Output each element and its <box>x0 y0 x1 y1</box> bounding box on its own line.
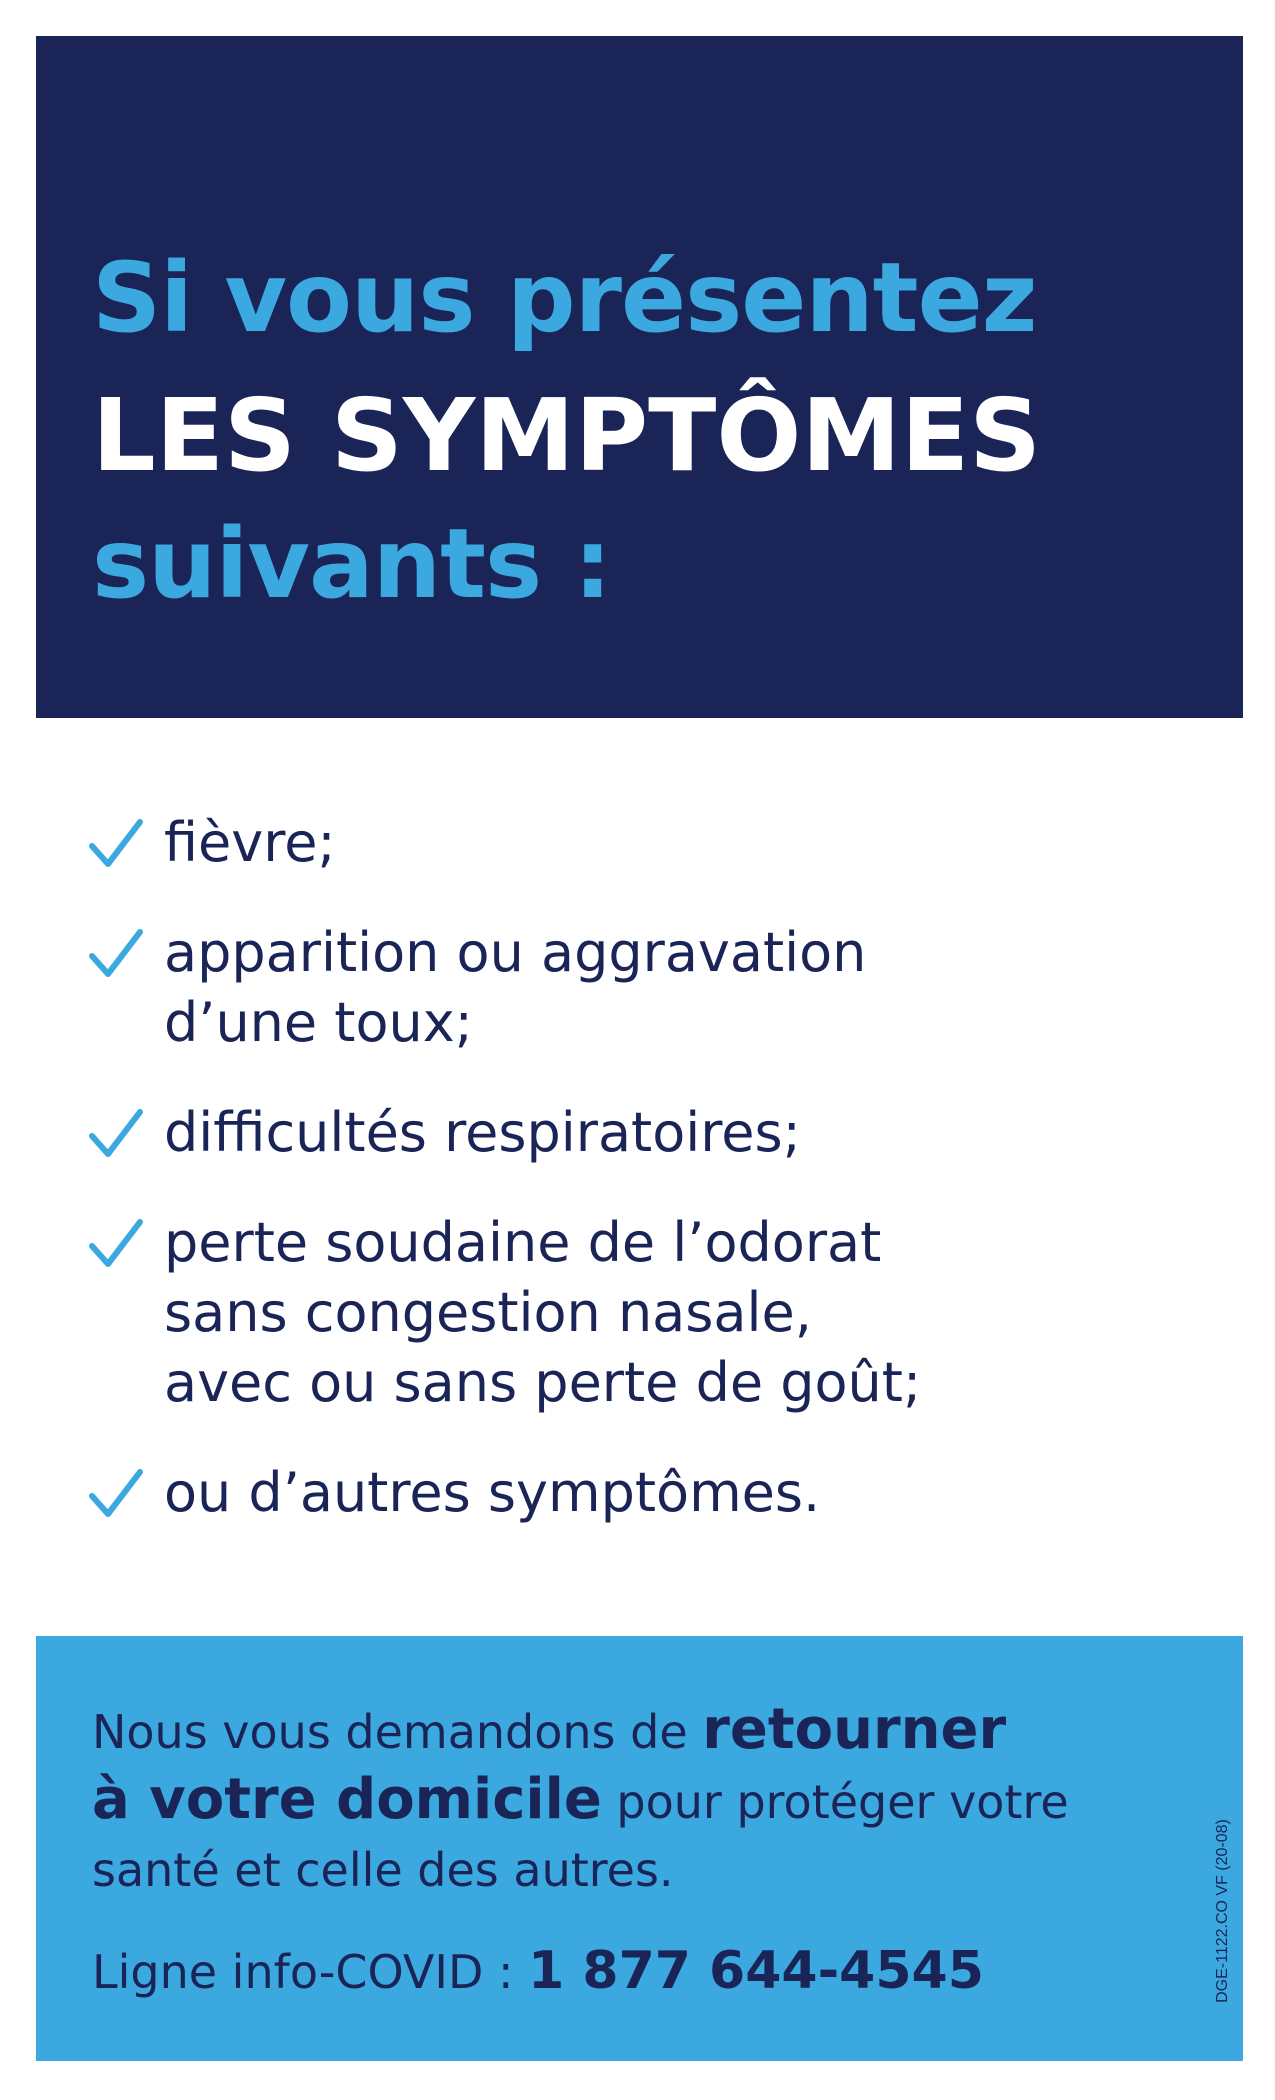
footer-message-part1: Nous vous demandons de <box>92 1705 703 1759</box>
symptom-text: ou d’autres symptômes. <box>164 1461 821 1524</box>
check-icon <box>88 1106 144 1162</box>
symptom-text: difficultés respiratoires; <box>164 1101 801 1164</box>
document-code <box>1211 1791 1235 2031</box>
footer-message-part2: pour protéger votre santé et celle des autres. <box>92 1775 1069 1897</box>
footer-banner <box>36 1636 1243 2061</box>
check-icon <box>88 816 144 872</box>
check-icon <box>88 1216 144 1272</box>
header-line-1: Si vous présentez <box>92 242 1037 354</box>
symptom-text: perte soudaine de l’odorat sans congestion nasale, avec ou sans perte de goût; <box>164 1211 922 1414</box>
header-banner <box>36 36 1243 718</box>
hotline-number: 1 877 644-4545 <box>528 1941 984 2001</box>
footer-message <box>92 1696 1172 1904</box>
symptom-text: apparition ou aggravation d’une toux; <box>164 921 867 1054</box>
symptom-item <box>88 1098 1188 1168</box>
document-code-text: DGE-1122.CO VF (20-08) <box>1214 1819 1231 2003</box>
symptom-text: fièvre; <box>164 811 336 874</box>
symptom-item <box>88 808 1188 878</box>
footer-message-bold: retourner à votre domicile <box>92 1697 1007 1832</box>
header-line-2: LES SYMPTÔMES <box>92 377 1042 494</box>
covid-hotline <box>92 1941 984 2002</box>
header-line-3: suivants : <box>92 508 611 620</box>
check-icon <box>88 926 144 982</box>
check-icon <box>88 1466 144 1522</box>
symptom-item <box>88 1208 1188 1418</box>
hotline-label: Ligne info-COVID : <box>92 1945 529 1999</box>
symptom-item <box>88 1458 1188 1528</box>
symptom-item <box>88 918 1188 1058</box>
symptom-list <box>88 808 1188 1568</box>
